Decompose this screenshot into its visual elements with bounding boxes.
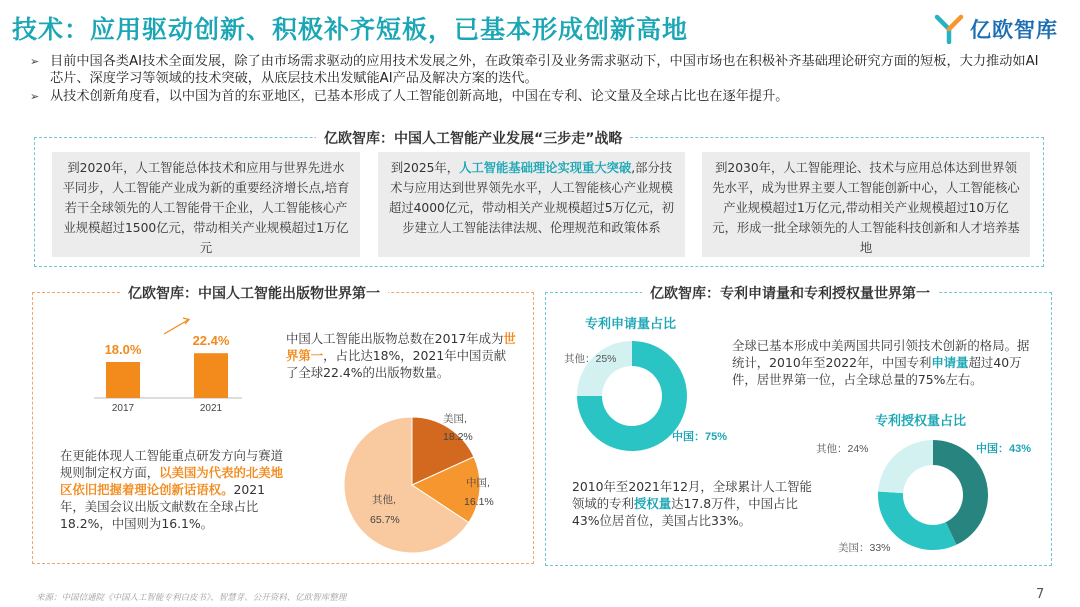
- intro-bullets: [30, 53, 1044, 106]
- page-number: 7: [1036, 587, 1045, 602]
- text-highlight: 授权量: [633, 496, 672, 511]
- donut-label: 中国：43%: [976, 443, 1032, 455]
- bar-category-label: 2017: [111, 403, 135, 414]
- source-note: 来源：中国信通院《中国人工智能专利白皮书》、智慧芽、公开资料、亿欧智库整理: [36, 593, 347, 603]
- publications-pie-chart: [330, 405, 530, 555]
- step-text: 到2025年，: [390, 161, 460, 175]
- strategy-title: 亿欧智库：中国人工智能产业发展“三步走”战略: [316, 128, 630, 148]
- bar-value-label: 18.0%: [104, 342, 142, 357]
- pie-value-label: 18.2%: [443, 431, 473, 443]
- strategy-step-2025: [378, 152, 685, 257]
- bar-2021: [194, 353, 228, 398]
- text-highlight: 以美国为代表的北美地区依旧把握着理论创新话语权。: [60, 465, 284, 497]
- bar-category-label: 2021: [199, 403, 223, 414]
- application-chart-title: 专利申请量占比: [585, 317, 677, 332]
- strategy-step-2030: [702, 152, 1030, 257]
- text-part: 全球已基本形成中美两国共同引领技术创新的格局。据统计，2010年至2022年，中国专利: [732, 338, 1030, 370]
- text-part: 在更能体现人工智能重点研发方向与赛道规则制定权方面，: [60, 448, 284, 480]
- step-text: 到2030年，人工智能理论、技术与应用总体达到世界领先水平，成为世界主要人工智能创新中心，人工智能核心产业规模超过1万亿元,带动相关产业规模超过10万亿元，形成一批全球领先的人工智能科技创新和人才培养基地: [712, 161, 1020, 255]
- text-highlight: 申请量: [931, 355, 969, 370]
- bullet-item: [30, 53, 1044, 87]
- arrow-bullet-icon: ➢: [30, 55, 40, 68]
- publications-research-text: [60, 447, 288, 532]
- strategy-step-2020: [52, 152, 360, 257]
- application-donut-chart: [560, 333, 740, 458]
- text-part: 2010年至2021年12月，全球累计人工智能领域的专利: [572, 479, 812, 511]
- grant-chart-title: 专利授权量占比: [875, 414, 967, 429]
- bullet-item: [30, 88, 1044, 105]
- text-highlight: 世界第一: [286, 331, 516, 363]
- publications-bar-chart: [92, 312, 252, 417]
- donut-label: 中国：75%: [672, 431, 728, 443]
- step-highlight: 人工智能基础理论实现重大突破: [459, 161, 632, 175]
- grant-donut-chart: [810, 432, 1045, 557]
- text-part: ，占比达18%，2021年中国贡献了全球22.4%的出版物数量。: [286, 348, 507, 380]
- bullet-text: 从技术创新角度看，以中国为首的东亚地区，已基本形成了人工智能创新高地，中国在专利、论文量及全球占比也在逐年提升。: [50, 89, 789, 104]
- text-part: 2021年，美国会议出版文献数在全球占比18.2%，中国则为16.1%。: [60, 482, 266, 531]
- donut-slice-other: [878, 440, 933, 493]
- logo-text: 亿欧智库: [970, 18, 1058, 42]
- application-text: [732, 337, 1037, 388]
- growth-arrow-icon: [164, 318, 189, 334]
- donut-label: 其他：24%: [816, 443, 869, 455]
- publications-growth-text: [286, 330, 516, 381]
- donut-label: 美国：33%: [838, 542, 891, 554]
- patents-title: 亿欧智库：专利申请量和专利授权量世界第一: [642, 283, 938, 303]
- step-text: 到2020年，人工智能总体技术和应用与世界先进水平同步，人工智能产业成为新的重要经济增长点,培育若干全球领先的人工智能骨干企业，人工智能核心产业规模超过1500亿元，带动相关产业规模超过1万亿元: [62, 161, 350, 255]
- arrow-bullet-icon: ➢: [30, 90, 40, 103]
- pie-label: 中国,: [466, 477, 490, 489]
- bar-value-label: 22.4%: [192, 333, 230, 349]
- bullet-text: 目前中国各类AI技术全面发展，除了由市场需求驱动的应用技术发展之外，在政策牵引及业务需求驱动下，中国市场也在积极补齐基础理论研究方面的短板，大力推动如AI芯片、深度学习等领域的技术突破，从底层技术出发赋能AI产品及解决方案的迭代。: [50, 54, 1039, 86]
- page-title: 技术：应用驱动创新、积极补齐短板，已基本形成创新高地: [12, 15, 689, 44]
- text-part: 达17.8万件，中国占比43%位居首位，美国占比33%。: [572, 496, 798, 528]
- pie-label: 其他,: [372, 494, 396, 506]
- yiou-logo-icon: [934, 14, 964, 44]
- pie-label: 美国,: [443, 413, 467, 425]
- text-part: 超过40万件，居世界第一位，占全球总量的75%左右。: [732, 355, 1022, 387]
- donut-label: 其他：25%: [564, 353, 617, 365]
- step-text: ,部分技术与应用达到世界领先水平，人工智能核心产业规模超过4000亿元，带动相关产业规模超过5万亿元，初步建立人工智能法律法规、伦理规范和政策体系: [388, 161, 675, 235]
- pie-value-label: 65.7%: [370, 514, 400, 526]
- brand-logo: [934, 14, 1058, 44]
- publications-title: 亿欧智库：中国人工智能出版物世界第一: [120, 283, 388, 303]
- text-part: 中国人工智能出版物总数在2017年成为: [286, 331, 504, 346]
- bar-2017: [106, 362, 140, 398]
- grant-text: [572, 478, 817, 529]
- pie-value-label: 16.1%: [464, 496, 494, 508]
- donut-slice-other: [577, 341, 632, 396]
